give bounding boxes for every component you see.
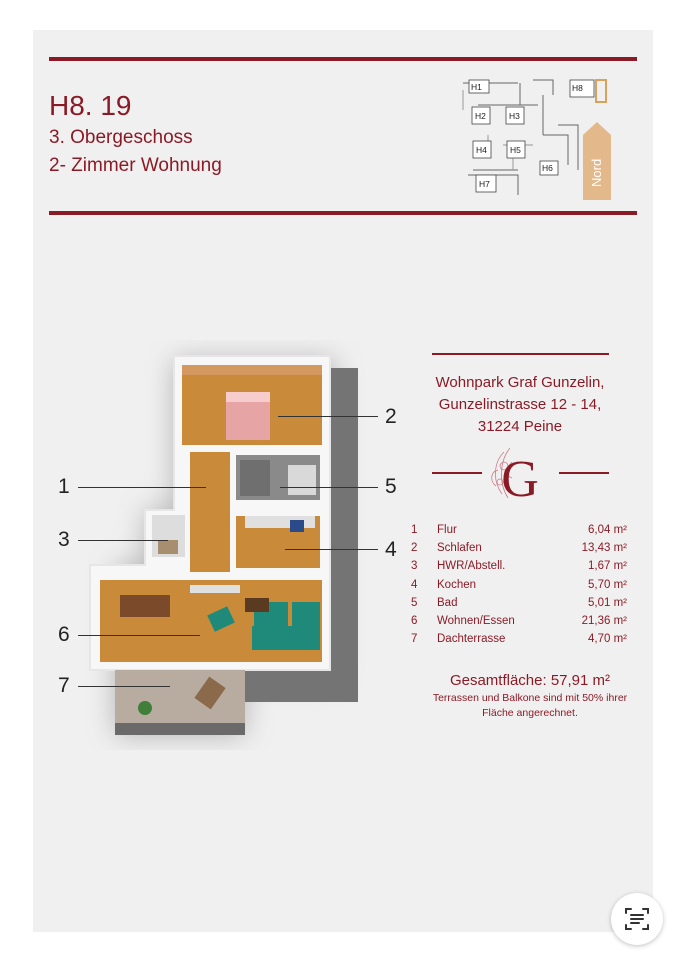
room-name: Kochen [437,579,477,591]
leader-line-5 [280,487,378,488]
leader-line-7 [78,686,170,687]
room-number: 5 [411,597,418,609]
room-area: 1,67 m² [588,560,627,572]
room-name: Dachterrasse [437,633,506,645]
address-line-3: 31224 Peine [477,418,563,435]
top-rule [49,57,637,61]
logo-letter: G [501,451,539,504]
room-area: 5,01 m² [588,597,627,609]
address-line-2: Gunzelinstrasse 12 - 14, [438,396,602,413]
plan-label-6: 6 [58,623,70,646]
room-number: 7 [411,633,418,645]
room-number: 4 [411,579,418,591]
room-area: 13,43 m² [581,542,627,554]
room-area: 21,36 m² [581,615,627,627]
apartment-type: 2- Zimmer Wohnung [49,155,222,176]
room-row [0,594,685,612]
brand-logo [432,442,609,504]
leader-line-1 [78,487,206,488]
house-label-h3: H3 [509,111,520,121]
address-top-rule [432,353,609,355]
plan-label-3: 3 [58,528,70,551]
house-label-h7: H7 [479,179,490,189]
site-plan [458,75,633,200]
plan-label-4: 4 [385,538,397,561]
room-row [0,630,685,648]
area-note-line-2: Fläche angerechnet. [482,707,578,719]
room-row [0,557,685,575]
house-label-h1: H1 [471,82,482,92]
north-label: Nord [589,158,604,187]
house-label-h6: H6 [542,163,553,173]
area-note-line-1: Terrassen und Balkone sind mit 50% ihrer [432,692,628,704]
room-number: 2 [411,542,418,554]
room-row [0,576,685,594]
room-area: 6,04 m² [588,524,627,536]
floor-label: 3. Obergeschoss [49,127,193,148]
room-row [0,612,685,630]
apartment-title: H8. 19 [49,90,132,121]
room-name: Bad [437,597,458,609]
room-row [0,539,685,557]
plan-label-5: 5 [385,475,397,498]
plan-label-7: 7 [58,674,70,697]
house-label-h8: H8 [572,83,583,93]
leader-line-2 [278,416,378,417]
room-number: 3 [411,560,418,572]
scan-text-icon [611,893,663,945]
plan-label-1: 1 [58,475,70,498]
room-area: 4,70 m² [588,633,627,645]
room-name: HWR/Abstell. [437,560,506,572]
house-label-h5: H5 [510,145,521,155]
room-number: 6 [411,615,418,627]
room-name: Flur [437,524,457,536]
plan-label-2: 2 [385,405,397,428]
room-name: Schlafen [437,542,482,554]
room-name: Wohnen/Essen [437,615,515,627]
room-area: 5,70 m² [588,579,627,591]
room-row [0,521,685,539]
total-area: Gesamtfläche: 57,91 m² [449,672,611,689]
address-line-1: Wohnpark Graf Gunzelin, [435,374,605,391]
header-bottom-rule [49,211,637,215]
room-number: 1 [411,524,418,536]
scan-text-button[interactable] [611,893,663,945]
house-label-h2: H2 [475,111,486,121]
house-label-h4: H4 [476,145,487,155]
